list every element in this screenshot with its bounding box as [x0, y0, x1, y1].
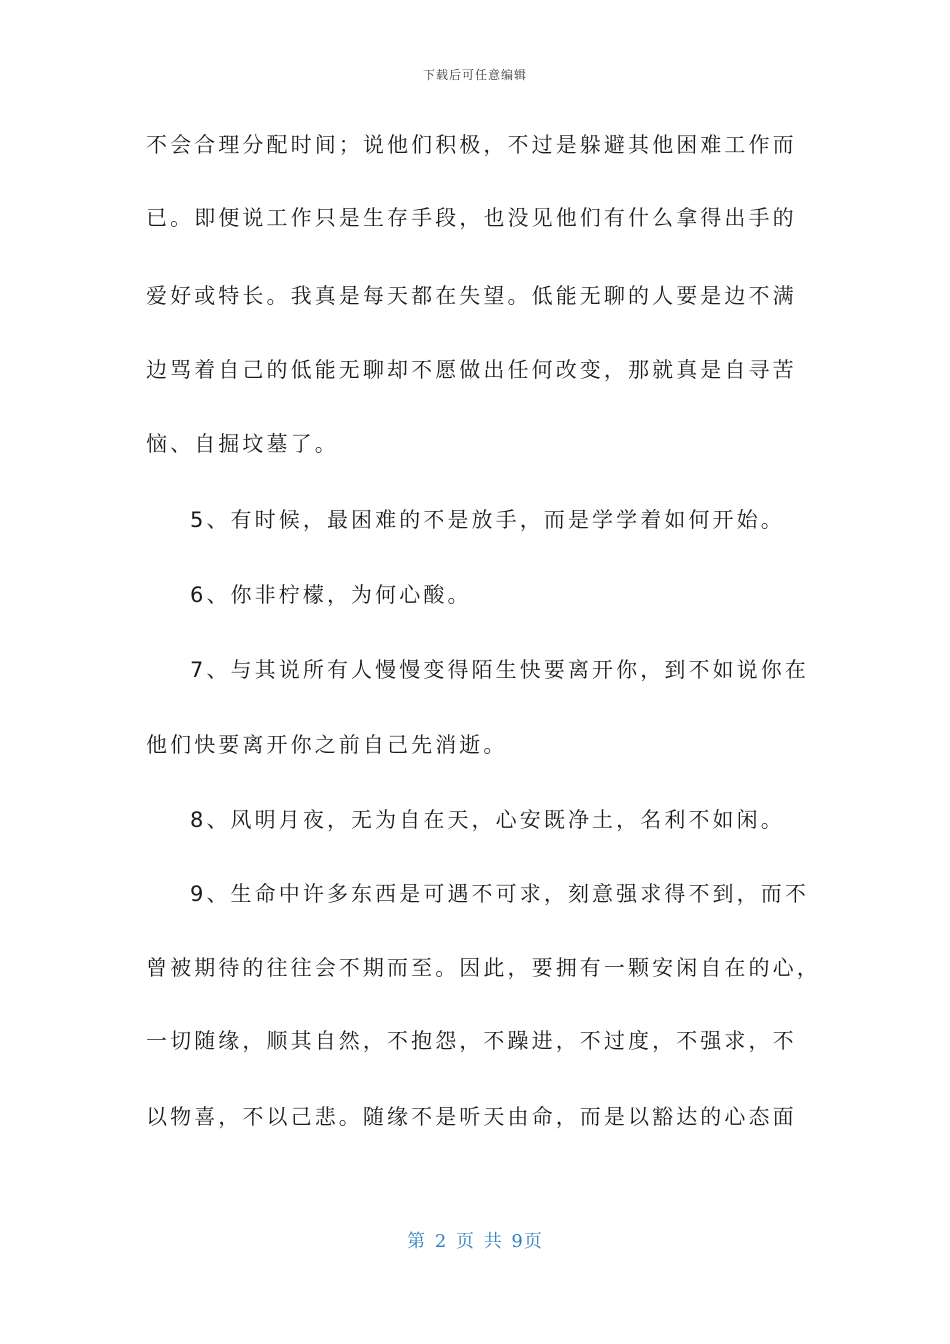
text-line: 一切随缘，顺其自然，不抱怨，不躁进，不过度，不强求，不 — [146, 1029, 797, 1053]
text-line: 爱好或特长。我真是每天都在失望。低能无聊的人要是边不满 — [146, 284, 797, 308]
text-line: 曾被期待的往往会不期而至。因此，要拥有一颗安闲自在的心， — [146, 956, 821, 980]
page-header: 下载后可任意编辑 — [422, 68, 527, 82]
numbered-item: 6、你非柠檬，为何心酸。 — [190, 583, 472, 607]
text-line: 边骂着自己的低能无聊却不愿做出任何改变，那就真是自寻苦 — [146, 358, 797, 382]
numbered-item: 7、与其说所有人慢慢变得陌生快要离开你，到不如说你在 — [190, 658, 809, 682]
numbered-item: 9、生命中许多东西是可遇不可求，刻意强求得不到，而不 — [190, 882, 809, 906]
text-line: 不会合理分配时间；说他们积极，不过是躲避其他困难工作而 — [146, 133, 797, 157]
numbered-item: 8、风明月夜，无为自在天，心安既净土，名利不如闲。 — [190, 808, 785, 832]
text-line: 恼、自掘坟墓了。 — [146, 432, 339, 456]
text-line: 已。即便说工作只是生存手段，也没见他们有什么拿得出手的 — [146, 206, 797, 230]
numbered-item: 5、有时候，最困难的不是放手，而是学学着如何开始。 — [190, 508, 785, 532]
text-line: 以物喜，不以己悲。随缘不是听天由命，而是以豁达的心态面 — [146, 1105, 797, 1129]
page-number-footer: 第 2 页 共 9页 — [407, 1231, 543, 1252]
text-line: 他们快要离开你之前自己先消逝。 — [146, 733, 508, 757]
